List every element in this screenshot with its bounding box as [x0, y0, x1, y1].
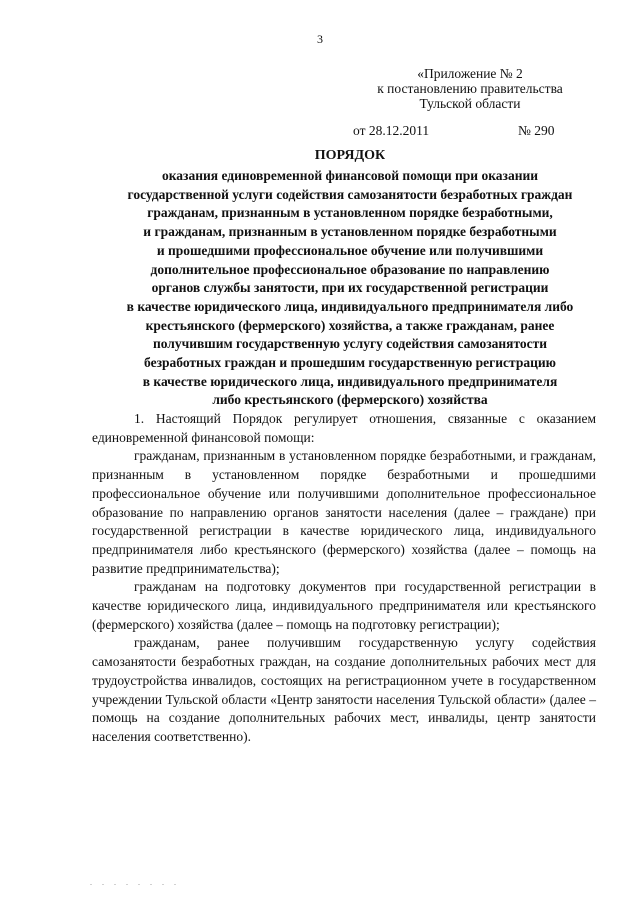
scan-artifact: . . . . . . . .: [90, 878, 180, 887]
subtitle-line: в качестве юридического лица, индивидуального предпринимателя либо: [126, 298, 574, 314]
subtitle-line: крестьянского (фермерского) хозяйства, а также гражданам, ранее: [145, 317, 555, 333]
subtitle-line: либо крестьянского (фермерского) хозяйства: [212, 392, 488, 408]
appendix-line: к постановлению правительства: [377, 81, 563, 96]
subtitle-line: гражданам, признанным в установленном порядке безработными,: [147, 205, 553, 221]
subtitle-line: дополнительное профессиональное образование по направлению: [150, 261, 550, 277]
decree-number: № 290: [518, 123, 555, 138]
body-paragraph: гражданам, признанным в установленном порядке безработными, и гражданам, признанным в установленном порядке безработными и прошедшими профессиональное обучение или получившими дополнительное профессиональное образование по направлению органов занятости населения (далее – граждане) при государственной регистрации в качестве юридического лица, индивидуального предпринимателя либо крестьянского (фермерского) хозяйства (далее – помощь на развитие предпринимательства);: [92, 448, 596, 576]
document-title: ПОРЯДОК: [314, 148, 386, 163]
subtitle-line: безработных граждан и прошедшим государственную регистрацию: [144, 355, 556, 371]
appendix-line: Тульской области: [419, 96, 521, 111]
subtitle-line: и гражданам, признанным в установленном порядке безработными: [143, 224, 557, 240]
page-number: 3: [317, 32, 323, 46]
document-body: [92, 410, 596, 747]
subtitle-line: государственной услуги содействия самозанятости безработных граждан: [127, 186, 573, 202]
subtitle-line: в качестве юридического лица, индивидуального предпринимателя: [142, 373, 558, 389]
subtitle-line: получившим государственную услугу содействия самозанятости: [152, 336, 548, 352]
subtitle-line: органов службы занятости, при их государственной регистрации: [151, 280, 549, 296]
subtitle-line: оказания единовременной финансовой помощи при оказании: [161, 168, 539, 183]
body-paragraph: 1. Настоящий Порядок регулирует отношения, связанные с оказанием единовременной финансовой помощи:: [92, 411, 596, 445]
document-subtitle: [60, 167, 640, 410]
subtitle-line: и прошедшими профессиональное обучение или получившими: [156, 242, 544, 258]
body-paragraph: гражданам, ранее получившим государственную услугу содействия самозанятости безработных граждан, на создание дополнительных рабочих мест для трудоустройства инвалидов, состоящих на регистрационном учете в государственном учреждении Тульской области «Центр занятости населения Тульской области» (далее – помощь на создание дополнительных рабочих мест, инвалиды, центр занятости населения соответственно).: [92, 635, 596, 744]
body-paragraph: гражданам на подготовку документов при государственной регистрации в качестве юридического лица, индивидуального предпринимателя или крестьянского (фермерского) хозяйства (далее – помощь на подготовку регистрации);: [92, 579, 596, 632]
appendix-line: «Приложение № 2: [417, 66, 523, 81]
appendix-header: [345, 66, 595, 111]
decree-date: от 28.12.2011: [353, 123, 430, 138]
